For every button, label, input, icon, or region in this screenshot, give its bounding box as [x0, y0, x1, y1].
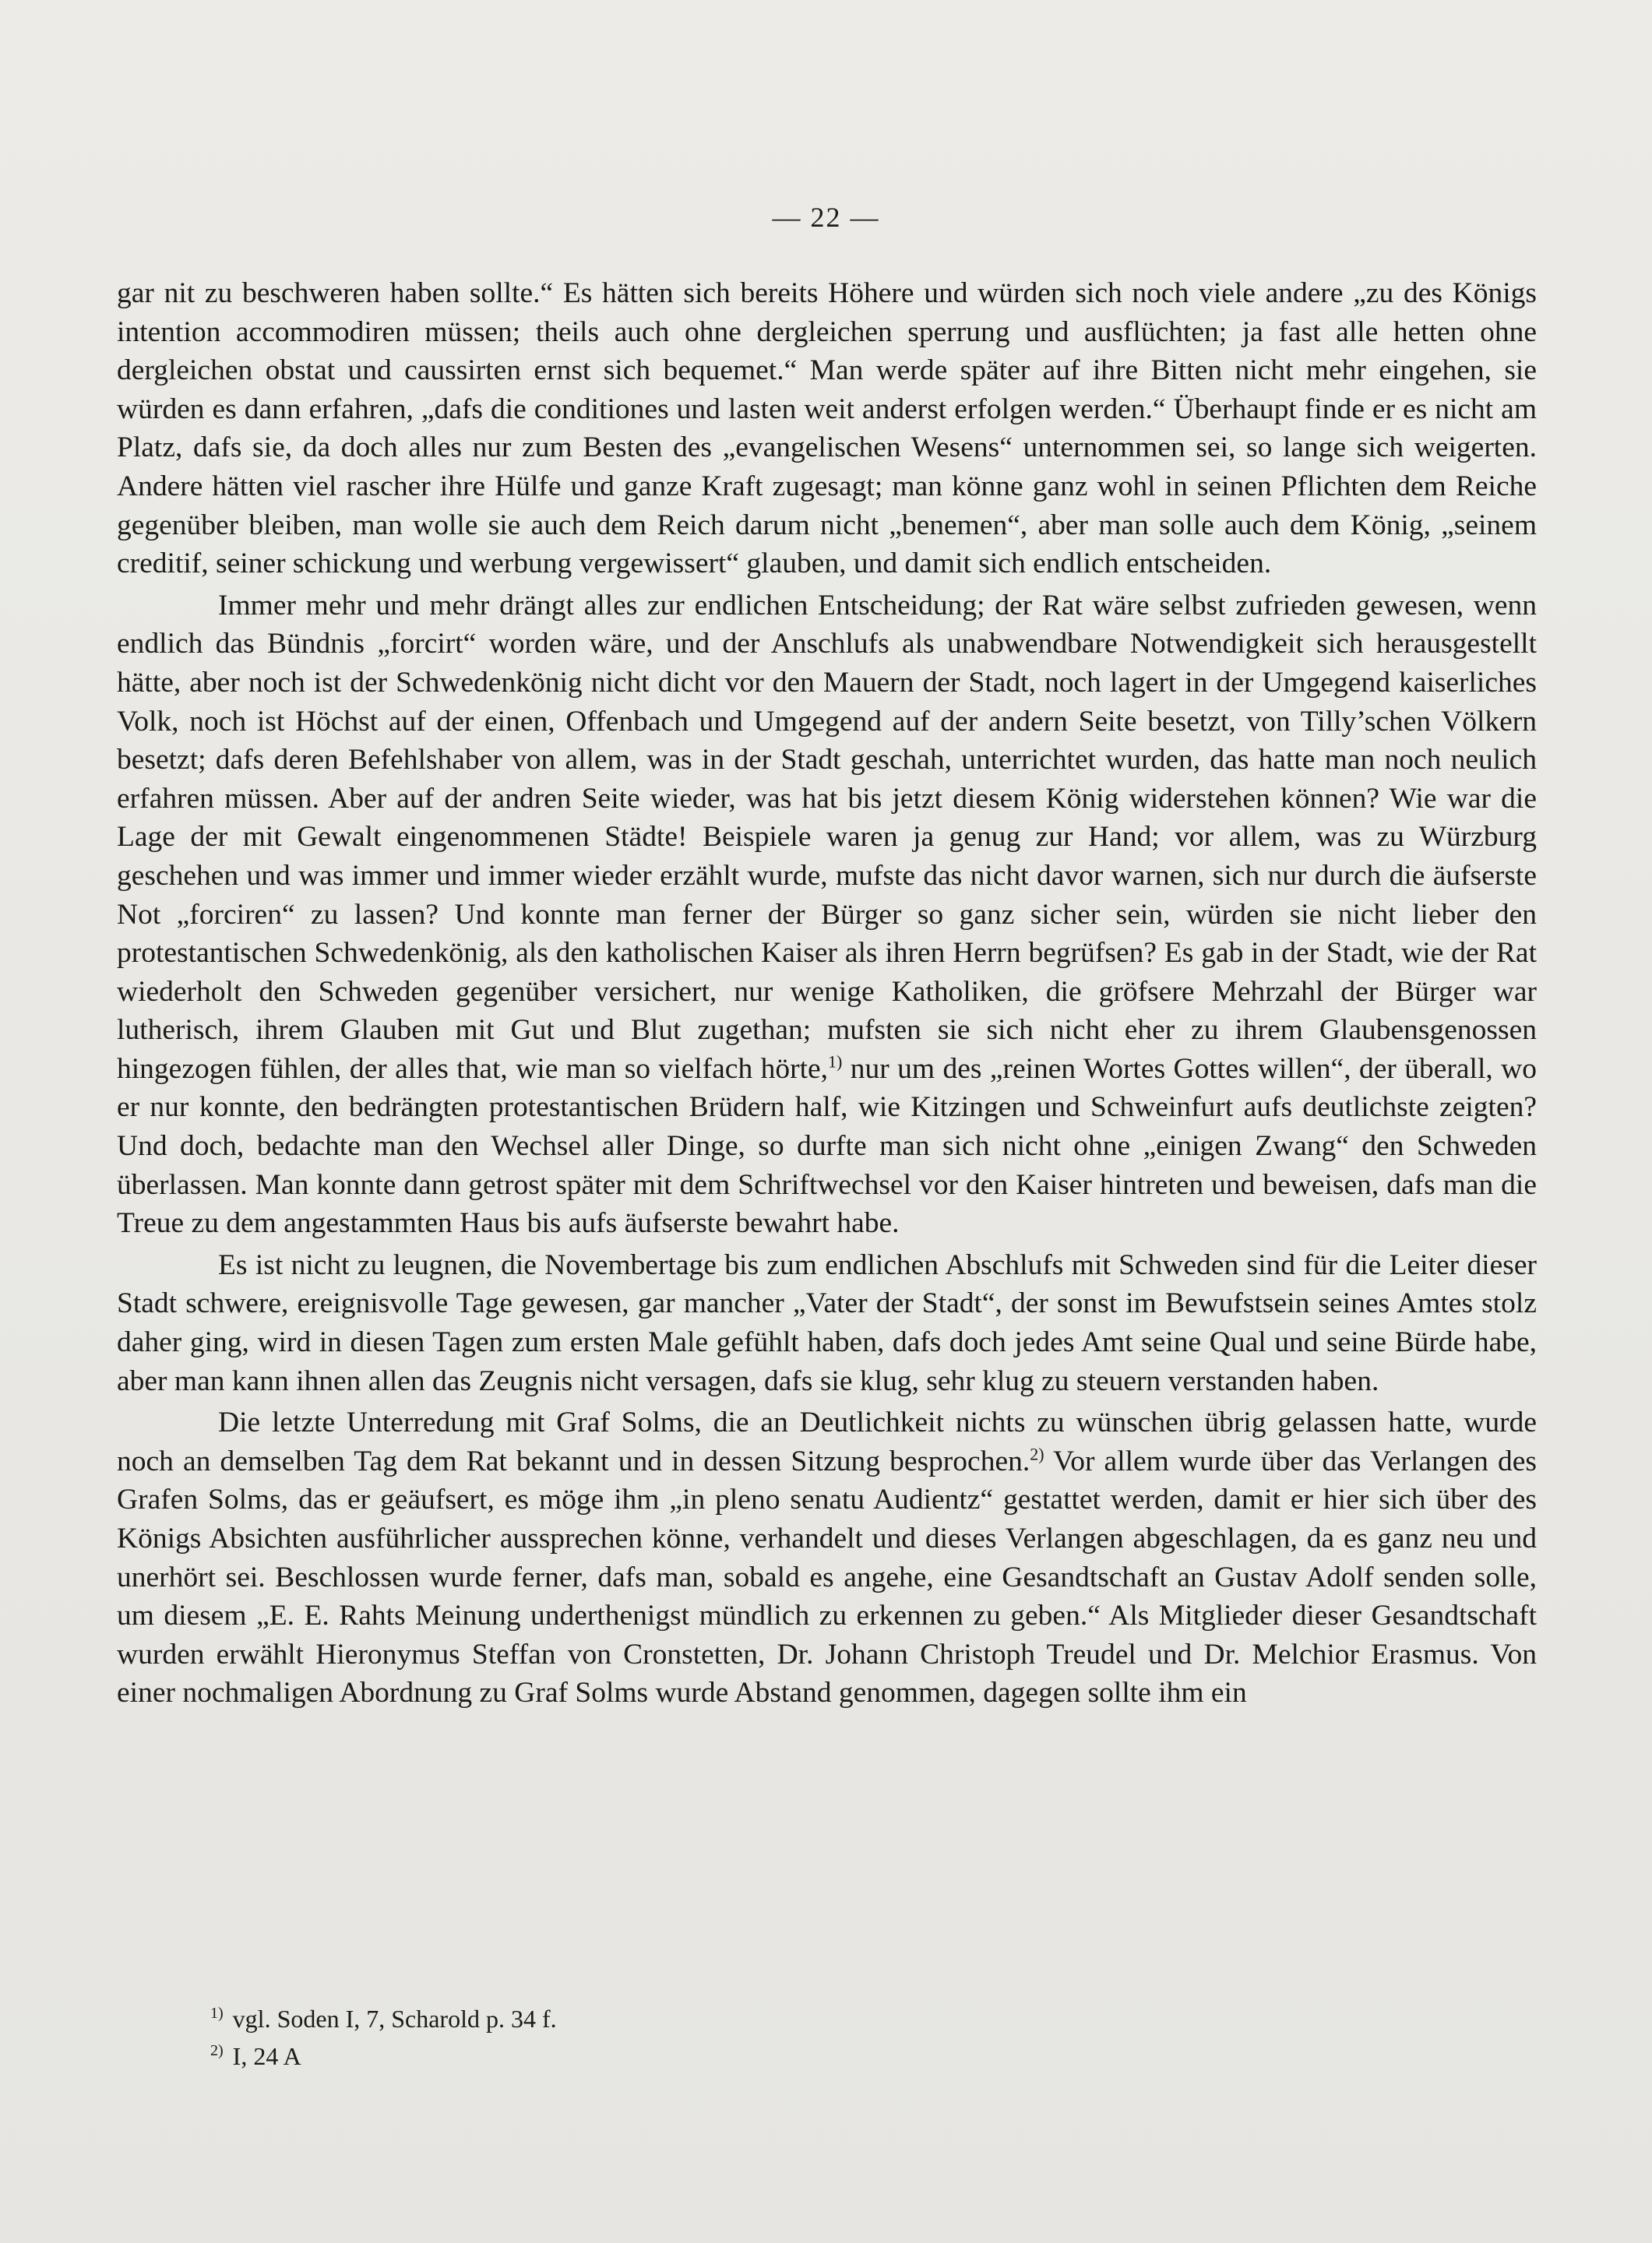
footnote-mark: 1): [210, 2005, 224, 2023]
footnote-text: I, 24 A: [232, 2042, 301, 2070]
footnote-text: vgl. Soden I, 7, Scharold p. 34 f.: [232, 2005, 557, 2033]
paragraph-4: [117, 1403, 1537, 1713]
footnote-2: [210, 2037, 1457, 2075]
paragraph-3: [117, 1246, 1537, 1400]
paragraph-text: nur um des „reinen Wortes Gottes willen“, der überall, wo er nur konnte, den bedrängten protestantischen Brüdern half, wie Kitzingen und Schweinfurt aufs deutlichste zeigten? Und doch, bedachte man den Wechsel aller Dinge, so durfte man sich nicht ohne „einigen Zwang“ den Schweden überlassen. Man konnte dann getrost später mit dem Schriftwechsel vor den Kaiser hintreten und beweisen, dafs man die Treue zu dem angestammten Haus bis aufs äufserste bewahrt habe.: [117, 1052, 1537, 1240]
paragraph-text: Vor allem wurde über das Verlangen des Grafen Solms, das er geäufsert, es möge ihm „in pleno senatu Audientz“ gestattet werden, damit er hier sich über des Königs Absichten ausführlicher aussprechen könne, verhandelt und dieses Verlangen abgeschlagen, da es ganz neu und unerhört sei. Beschlossen wurde ferner, dafs man, sobald es angehe, eine Gesandtschaft an Gustav Adolf senden solle, um diesem „E. E. Rahts Meinung underthenigst mündlich zu erkennen zu geben.“ Als Mitglieder dieser Gesandtschaft wurden erwählt Hieronymus Steffan von Cronstetten, Dr. Johann Christoph Treudel und Dr. Melchior Erasmus. Von einer nochmaligen Abordnung zu Graf Solms wurde Abstand genommen, dagegen sollte ihm ein: [117, 1445, 1538, 1710]
footnote-mark: 2): [210, 2042, 224, 2060]
paragraph-2: [117, 586, 1537, 1243]
paragraph-text: gar nit zu beschweren haben sollte.“ Es hätten sich bereits Höhere und würden sich noch viele andere „zu des Königs intention accommodiren müssen; theils auch ohne dergleichen sperrung und ausflüchten; ja fast alle hetten ohne dergleichen obstat und caussirten ernst sich bequemet.“ Man werde später auf ihre Bitten nicht mehr eingehen, sie würden es dann erfahren, „dafs die conditiones und lasten weit anderst erfolgen werden.“ Überhaupt finde er es nicht am Platz, dafs sie, da doch alles nur zum Besten des „evangelischen Wesens“ unternommen sei, so lange sich weigerten. Andere hätten viel rascher ihre Hülfe und ganze Kraft zugesagt; man könne ganz wohl in seinen Pflichten dem Reiche gegenüber bleiben, man wolle sie auch dem Reich darum nicht „benemen“, aber man solle auch dem König, „seinem creditif, seiner schickung und werbung vergewissert“ glauben, und damit sich endlich entscheiden.: [117, 277, 1537, 580]
footnote-1: [210, 2000, 1457, 2037]
page-number: — 22 —: [772, 202, 880, 233]
footnote-ref-2[interactable]: 2): [1030, 1444, 1044, 1464]
paragraph-text: Die letzte Unterredung mit Graf Solms, die an Deutlichkeit nichts zu wünschen übrig gelassen hatte, wurde noch an demselben Tag dem Rat bekannt und in dessen Sitzung besprochen.: [117, 1407, 1537, 1477]
paragraph-text: Es ist nicht zu leugnen, die Novembertage bis zum endlichen Abschlufs mit Schweden sind für die Leiter dieser Stadt schwere, ereignisvolle Tage gewesen, gar mancher „Vater der Stadt“, der sonst im Bewufstsein seines Amtes stolz daher ging, wird in diesen Tagen zum ersten Male gefühlt haben, dafs doch jedes Amt seine Qual und seine Bürde habe, aber man kann ihnen allen das Zeugnis nicht versagen, dafs sie klug, sehr klug zu steuern verstanden haben.: [117, 1248, 1537, 1397]
paragraph-1: [117, 274, 1537, 583]
paragraph-text: Immer mehr und mehr drängt alles zur endlichen Entscheidung; der Rat wäre selbst zufrieden gewesen, wenn endlich das Bündnis „forcirt“ worden wäre, und der Anschlufs als unabwendbare Notwendigkeit sich herausgestellt hätte, aber noch ist der Schwedenkönig nicht dicht vor den Mauern der Stadt, noch lagert in der Umgegend kaiserliches Volk, noch ist Höchst auf der einen, Offenbach und Umgegend auf der andern Seite besetzt, von Tilly’schen Völkern besetzt; dafs deren Befehlshaber von allem, was in der Stadt geschah, unterrichtet wurden, das hatte man noch neulich erfahren müssen. Aber auf der andren Seite wieder, was hat bis jetzt diesem König widerstehen können? Wie war die Lage der mit Gewalt eingenommenen Städte! Beispiele waren ja genug zur Hand; vor allem, was zu Würzburg geschehen und was immer und immer wieder erzählt wurde, mufste das nicht davor warnen, sich nur durch die äufserste Not „forciren“ zu lassen? Und konnte man ferner der Bürger so ganz sicher sein, würden sie nicht lieber den protestantischen Schwedenkönig, als den katholischen Kaiser als ihren Herrn begrüfsen? Es gab in der Stadt, wie der Rat wiederholt den Schweden gegenüber versichert, nur wenige Katholiken, die gröfsere Mehrzahl der Bürger war lutherisch, ihrem Glauben mit Gut und Blut zugethan; mufsten sie sich nicht eher zu ihrem Glaubensgenossen hingezogen fühlen, der alles that, wie man so vielfach hörte,: [117, 589, 1537, 1085]
footnotes: [210, 2000, 1457, 2075]
footnote-ref-1[interactable]: 1): [828, 1051, 843, 1072]
body-text: [117, 274, 1537, 1713]
